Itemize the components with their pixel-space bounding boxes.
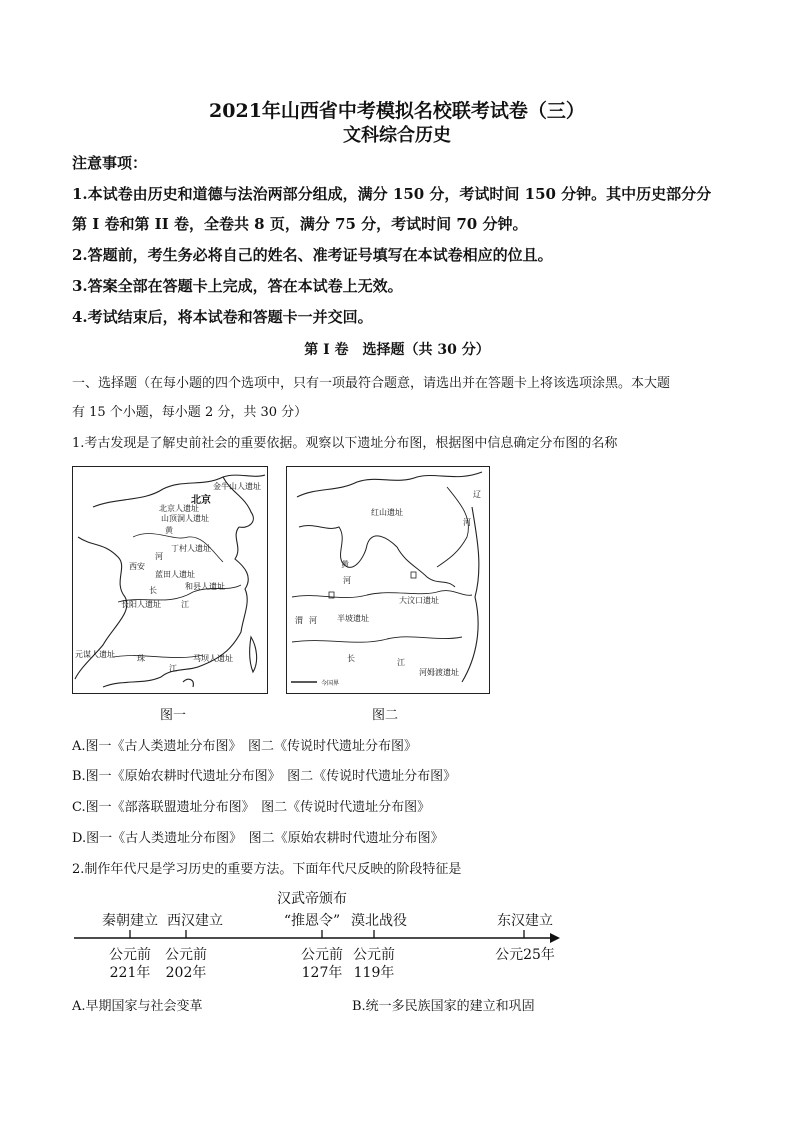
map1-label-yuanmou: 元谋人遗址 (75, 650, 115, 659)
timeline-event-mobei: 漠北战役 (351, 913, 407, 929)
map2-label-he-3: 河 (309, 616, 317, 625)
page-title: 2021年山西省中考模拟名校联考试卷（三） (209, 100, 585, 122)
map1-label-zhu: 珠 (137, 654, 145, 663)
map1-label-dingcun: 丁村人遗址 (171, 544, 211, 553)
map2-label-hemudu: 河姆渡遗址 (419, 668, 459, 677)
notice-item-1-cont: 第 I 卷和第 II 卷，全卷共 8 页，满分 75 分，考试时间 70 分钟。 (72, 215, 528, 233)
timeline-date-qin-1: 公元前 (109, 947, 151, 963)
question-1-option-b: B.图一《原始农耕时代遗址分布图》 图二《传说时代遗址分布图》 (72, 769, 457, 784)
page-subtitle: 文科综合历史 (343, 125, 451, 146)
timeline-date-qin-2: 221年 (109, 965, 151, 981)
map-1-caption: 图一 (160, 708, 187, 723)
timeline-event-qin: 秦朝建立 (102, 913, 158, 929)
section-heading: 第 I 卷 选择题（共 30 分） (304, 342, 490, 358)
map1-label-jinniushan: 金牛山人遗址 (213, 482, 261, 491)
map1-label-chang: 长 (149, 586, 157, 595)
map2-legend-border: 今国界 (321, 680, 340, 687)
notice-item-2: 2.答题前，考生务必将自己的姓名、准考证号填写在本试卷相应的位且。 (72, 246, 553, 264)
notice-item-1: 1.本试卷由历史和道德与法治两部分组成，满分 150 分，考试时间 150 分钟。其中历史部分分 (72, 185, 712, 203)
timeline-date-xihan-2: 202年 (165, 965, 207, 981)
question-1-option-d: D.图一《古人类遗址分布图》 图二《原始农耕时代遗址分布图》 (72, 831, 444, 846)
map2-label-he-2: 河 (343, 576, 351, 585)
map1-label-huang: 黄 (165, 526, 173, 535)
timeline-event-donghan: 东汉建立 (497, 913, 553, 929)
map2-label-huang: 黄 (341, 560, 349, 569)
timeline-event-xihan: 西汉建立 (167, 913, 223, 929)
notice-item-3: 3.答案全部在答题卡上完成，答在本试卷上无效。 (72, 277, 403, 295)
map1-label-he: 河 (155, 552, 163, 561)
notice-heading: 注意事项： (72, 154, 148, 172)
section-instruction-2: 有 15 个小题，每小题 2 分，共 30 分） (72, 405, 308, 420)
question-2-option-a: A.早期国家与社会变革 (72, 999, 203, 1014)
question-2-option-b: B.统一多民族国家的建立和巩固 (352, 999, 535, 1014)
map2-label-banpo: 半坡遗址 (337, 614, 369, 623)
question-2-stem: 2.制作年代尺是学习历史的重要方法。下面年代尺反映的阶段特征是 (72, 862, 462, 877)
map2-label-hongshan: 红山遗址 (371, 508, 403, 517)
map2-label-liao: 辽 (473, 490, 481, 499)
notice-item-4: 4.考试结束后，将本试卷和答题卡一并交回。 (72, 308, 373, 326)
map2-label-he-1: 河 (463, 518, 471, 527)
map-2-caption: 图二 (372, 708, 399, 723)
timeline-date-tuienling-2: 127年 (301, 965, 343, 981)
map1-label-beijingren: 北京人遗址 (159, 504, 199, 513)
map1-label-jiang-2: 江 (169, 664, 177, 673)
timeline-date-mobei-1: 公元前 (353, 947, 395, 963)
map1-label-hexian: 和县人遗址 (185, 582, 225, 591)
map1-label-jiang: 江 (181, 600, 189, 609)
map1-label-xian: 西安 (129, 562, 145, 571)
map2-label-jiang: 江 (397, 658, 405, 667)
map1-label-lantian: 蓝田人遗址 (155, 570, 195, 579)
map2-label-dawenkou: 大汶口遗址 (399, 596, 439, 605)
map2-label-wei: 渭 (295, 616, 303, 625)
timeline-date-xihan-1: 公元前 (165, 947, 207, 963)
map1-label-beijing: 北京 (191, 495, 211, 506)
map2-label-chang: 长 (347, 654, 355, 663)
timeline-date-tuienling-1: 公元前 (301, 947, 343, 963)
timeline-event-tuienling-1: 汉武帝颁布 (277, 891, 347, 907)
question-1-option-a: A.图一《古人类遗址分布图》 图二《传说时代遗址分布图》 (72, 739, 418, 754)
section-instruction-1: 一、选择题（在每小题的四个选项中，只有一项最符合题意，请选出并在答题卡上将该选项涂黑。本大题 (72, 376, 671, 391)
map1-label-changyang: 长阳人遗址 (121, 600, 161, 609)
timeline-event-tuienling-2: “推恩令” (283, 913, 341, 929)
question-1-stem: 1.考古发现是了解史前社会的重要依据。观察以下遗址分布图，根据图中信息确定分布图的名称 (72, 436, 618, 451)
map1-label-shandingdong: 山顶洞人遗址 (161, 514, 209, 523)
question-1-option-c: C.图一《部落联盟遗址分布图》 图二《传说时代遗址分布图》 (72, 800, 431, 815)
timeline-date-mobei-2: 119年 (353, 965, 395, 981)
map1-label-maba: 马坝人遗址 (193, 654, 233, 663)
timeline-date-donghan: 公元25年 (495, 947, 555, 963)
